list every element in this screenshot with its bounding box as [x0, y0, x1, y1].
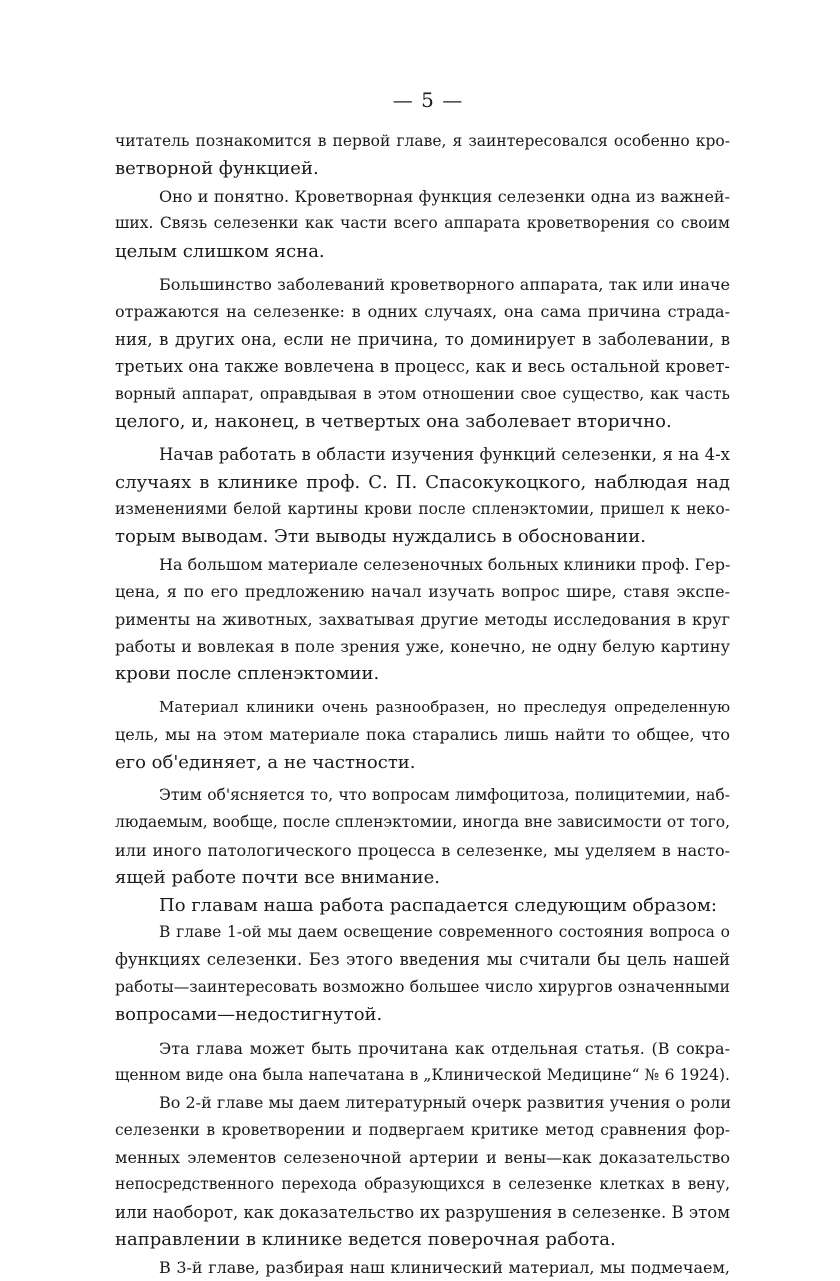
text-line: непосредственного перехода образующихся в селезенке клетках в вену,	[115, 1175, 730, 1194]
text-line: цена, я по его предложению начал изучать вопрос шире, ставя экспе-	[115, 582, 730, 602]
text-line: ветворной функцией.	[115, 158, 319, 180]
text-line: вопросами—недостигнутой.	[115, 1004, 383, 1026]
text-line: По главам наша работа распадается следующим образом:	[159, 894, 717, 916]
text-line: читатель познакомится в первой главе, я заинтересовался особенно кро-	[115, 132, 730, 150]
text-line: ворный аппарат, оправдывая в этом отношении свое существо, как часть	[115, 384, 730, 403]
text-line: Начав работать в области изучения функций селезенки, я на 4-х	[159, 445, 730, 465]
text-line: менных элементов селезеночной артерии и вены—как доказательство	[115, 1148, 730, 1168]
text-line: третьих она также вовлечена в процесс, как и весь остальной кровет-	[115, 357, 730, 377]
text-line: крови после спленэктомии.	[115, 663, 380, 685]
text-line: функциях селезенки. Без этого введения мы считали бы цель нашей	[115, 950, 730, 970]
text-line: его об'единяет, а не частности.	[115, 751, 416, 773]
paragraph	[115, 1035, 730, 1090]
text-line: ния, в других она, если не причина, то доминирует в заболевании, в	[115, 329, 730, 349]
paragraph	[115, 183, 730, 265]
text-line: работы—заинтересовать возможно большее число хирургов означенными	[115, 977, 730, 996]
body-text	[115, 128, 730, 1281]
paragraph	[115, 694, 730, 776]
paragraph	[115, 441, 730, 551]
text-line: селезенки в кроветворении и подвергаем критике метод сравнения фор-	[115, 1120, 730, 1139]
paragraph	[115, 1254, 730, 1281]
text-line: Материал клиники очень разнообразен, но преследуя определенную	[159, 697, 730, 716]
text-line: торым выводам. Эти выводы нуждались в обосновании.	[115, 526, 646, 548]
text-line: случаях в клинике проф. С. П. Спасокукоцкого, наблюдая над	[115, 471, 730, 493]
text-line: отражаются на селезенке: в одних случаях, она сама причина страда-	[115, 302, 730, 322]
paragraph	[115, 128, 730, 183]
text-line: щенном виде она была напечатана в „Клинической Медицине“ № 6 1924).	[115, 1065, 730, 1084]
text-line: изменениями белой картины крови после спленэктомии, пришел к неко-	[115, 500, 730, 519]
text-line: Этим об'ясняется то, что вопросам лимфоцитоза, полицитемии, наб-	[159, 785, 730, 804]
text-line: рименты на животных, захватывая другие методы исследования в круг	[115, 609, 730, 629]
text-line: направлении в клинике ведется поверочная работа.	[115, 1229, 616, 1251]
paragraph	[115, 271, 730, 435]
paragraph	[115, 892, 730, 919]
text-line: людаемым, вообще, после спленэктомии, иногда вне зависимости от того,	[115, 813, 731, 832]
text-line: В главе 1-ой мы даем освещение современного состояния вопроса о	[159, 922, 730, 941]
page-number: — 5 —	[392, 88, 464, 112]
text-line: ящей работе почти все внимание.	[115, 867, 440, 889]
text-line: целым слишком ясна.	[115, 240, 325, 262]
text-line: ших. Связь селезенки как части всего аппарата кроветворения со своим	[115, 214, 730, 233]
text-line: или наоборот, как доказательство их разрушения в селезенке. В этом	[115, 1202, 731, 1222]
paragraph	[115, 1089, 730, 1253]
text-line: Большинство заболеваний кроветворного аппарата, так или иначе	[159, 274, 730, 294]
paragraph	[115, 919, 730, 1029]
text-line: целого, и, наконец, в четвертых она заболевает вторично.	[115, 410, 672, 432]
text-line: Оно и понятно. Кроветворная функция селезенки одна из важней-	[159, 186, 730, 206]
text-line: работы и вовлекая в поле зрения уже, конечно, не одну белую картину	[115, 637, 730, 657]
text-line: В 3-й главе, разбирая наш клинический материал, мы подмечаем,	[159, 1257, 730, 1277]
text-line: Эта глава может быть прочитана как отдельная статья. (В сокра-	[159, 1038, 730, 1058]
paragraph	[115, 551, 730, 688]
text-line: Во 2-й главе мы даем литературный очерк развития учения о роли	[159, 1093, 731, 1113]
text-line: На большом материале селезеночных больных клиники проф. Гер-	[159, 554, 731, 574]
paragraph	[115, 782, 730, 892]
text-line: цель, мы на этом материале пока старались лишь найти то общее, что	[115, 725, 730, 745]
text-line: или иного патологического процесса в селезенке, мы уделяем в насто-	[115, 840, 730, 860]
